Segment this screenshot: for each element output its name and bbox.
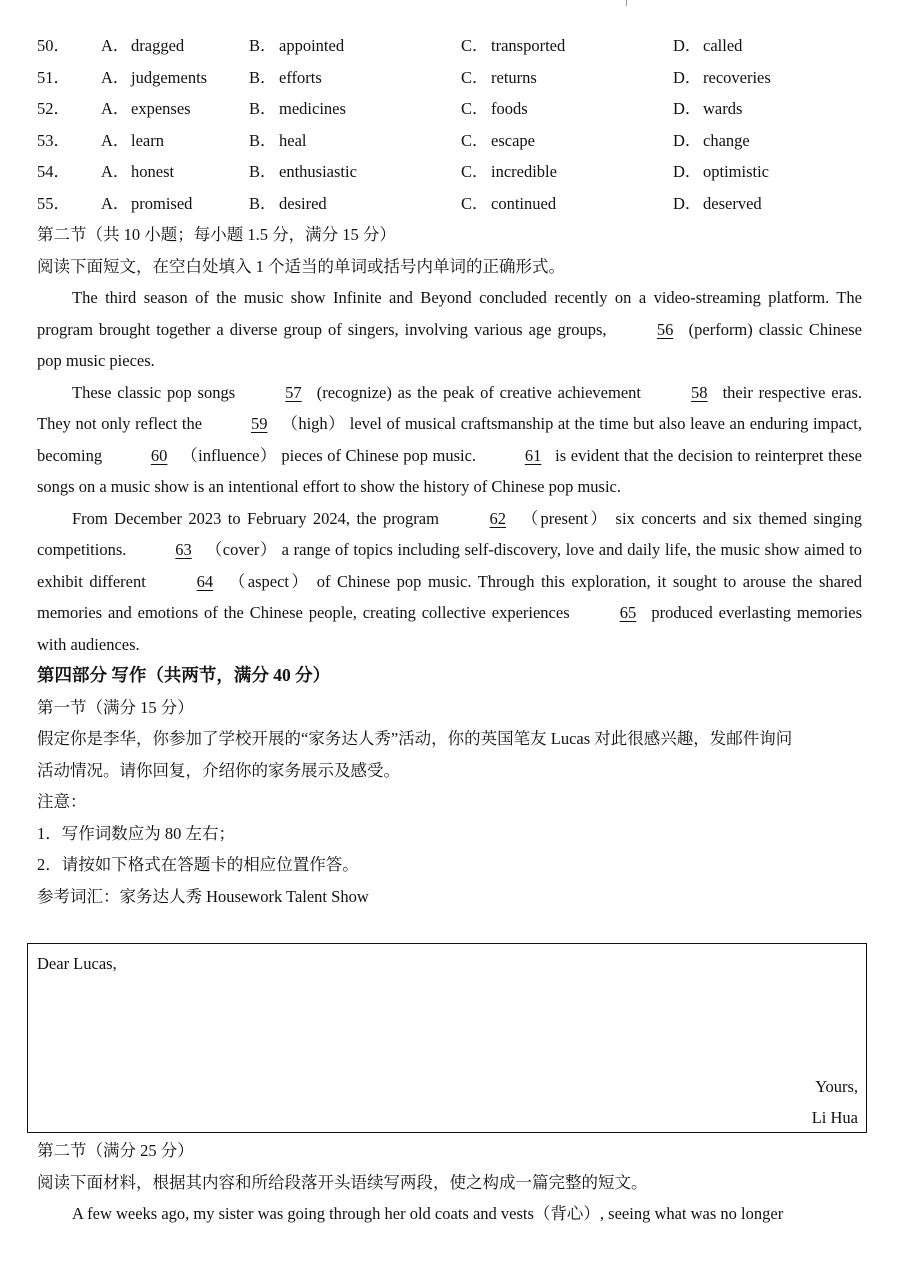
- option-text: continued: [491, 193, 557, 213]
- option-text: heal: [279, 130, 307, 150]
- passage-text: （high） level of musical craftsmanship at the time but also leave an enduring impact, becoming: [37, 414, 863, 465]
- option-letter: B．: [249, 36, 277, 55]
- option-row: [37, 93, 862, 125]
- passage-paragraph-3: [37, 503, 862, 661]
- letter-answer-box[interactable]: [27, 943, 867, 1133]
- option-b[interactable]: [249, 125, 461, 157]
- option-c[interactable]: [461, 30, 673, 62]
- option-text: promised: [131, 193, 193, 213]
- option-text: enthusiastic: [279, 162, 357, 181]
- option-letter: C．: [461, 130, 489, 150]
- option-b[interactable]: [249, 62, 461, 94]
- option-text: foods: [491, 99, 528, 118]
- letter-greeting: Dear Lucas,: [37, 954, 117, 973]
- question-number: 53．: [37, 130, 70, 150]
- option-letter: B．: [249, 99, 277, 118]
- option-row: [37, 188, 862, 220]
- option-text: desired: [279, 193, 327, 213]
- note-item-2: 2．请按如下格式在答题卡的相应位置作答。: [37, 855, 359, 874]
- blank-58[interactable]: 58: [691, 382, 708, 402]
- option-d[interactable]: [673, 30, 862, 62]
- blank-59[interactable]: 59: [250, 414, 268, 433]
- option-letter: A．: [101, 162, 130, 181]
- passage-paragraph-1: [37, 282, 862, 377]
- part4-section1-title: 第一节（满分 15 分）: [37, 697, 194, 717]
- passage-text: （present） six concerts and six themed singing competitions.: [37, 508, 862, 559]
- option-letter: D．: [673, 193, 702, 213]
- blank-60[interactable]: 60: [150, 445, 168, 465]
- option-text: wards: [703, 99, 743, 118]
- option-row: [37, 30, 862, 62]
- option-letter: D．: [673, 99, 702, 118]
- part4-section2-title: 第二节（满分 25 分）: [37, 1141, 194, 1160]
- option-text: optimistic: [703, 162, 769, 181]
- note-item-1: 1．写作词数应为 80 左右；: [37, 823, 235, 843]
- option-letter: D．: [673, 67, 702, 87]
- option-a[interactable]: [37, 30, 249, 62]
- option-text: medicines: [279, 99, 346, 118]
- passage-text: is evident that the decision to reinterpret these songs on a music show is an intentional effort to show the history of Chinese pop music.: [37, 445, 862, 496]
- option-text: efforts: [279, 67, 322, 87]
- option-letter: B．: [249, 162, 277, 181]
- passage-text: (recognize) as the peak of creative achievement: [310, 382, 647, 402]
- option-d[interactable]: [673, 125, 862, 157]
- option-text: called: [703, 36, 743, 55]
- option-letter: B．: [249, 130, 277, 150]
- blank-62[interactable]: 62: [489, 508, 507, 528]
- option-letter: A．: [101, 67, 130, 87]
- option-a[interactable]: [37, 93, 249, 125]
- option-text: judgements: [131, 67, 208, 87]
- option-c[interactable]: [461, 62, 673, 94]
- reference-vocabulary: 参考词汇：家务达人秀 Housework Talent Show: [37, 886, 369, 906]
- option-letter: A．: [101, 193, 130, 213]
- option-text: returns: [491, 67, 537, 87]
- part4-section1-prompt-line1: 假定你是李华，你参加了学校开展的“家务达人秀”活动，你的英国笔友 Lucas 对此很感兴趣，发邮件询问: [37, 729, 793, 748]
- option-letter: A．: [101, 130, 130, 150]
- option-letter: C．: [461, 99, 489, 118]
- blank-57[interactable]: 57: [285, 382, 302, 402]
- option-row: [37, 125, 862, 157]
- option-row: [37, 156, 862, 188]
- part4-section2-prompt: 阅读下面材料，根据其内容和所给段落开头语续写两段，使之构成一篇完整的短文。: [37, 1172, 648, 1192]
- passage-text: their respective eras. They not only reflect the: [37, 382, 862, 433]
- option-letter: B．: [249, 67, 277, 87]
- option-a[interactable]: [37, 188, 249, 220]
- section2-title: 第二节（共 10 小题；每小题 1.5 分，满分 15 分）: [37, 225, 396, 244]
- option-c[interactable]: [461, 156, 673, 188]
- option-letter: C．: [461, 193, 489, 213]
- passage-text: These classic pop songs: [72, 382, 241, 402]
- option-letter: B．: [249, 193, 277, 213]
- option-d[interactable]: [673, 93, 862, 125]
- blank-64[interactable]: 64: [196, 571, 214, 591]
- option-letter: D．: [673, 36, 702, 55]
- option-text: recoveries: [703, 67, 771, 87]
- option-c[interactable]: [461, 125, 673, 157]
- option-letter: C．: [461, 162, 489, 181]
- option-a[interactable]: [37, 62, 249, 94]
- top-tick-mark: [626, 0, 627, 6]
- option-letter: D．: [673, 130, 702, 150]
- option-text: honest: [131, 162, 175, 181]
- section2-instruction: 阅读下面短文，在空白处填入 1 个适当的单词或括号内单词的正确形式。: [37, 256, 565, 276]
- option-c[interactable]: [461, 93, 673, 125]
- passage-text: The third season of the music show Infinite and Beyond concluded recently on a video-streaming platform. The program brought together a diverse group of singers, involving various age groups,: [37, 288, 862, 339]
- option-b[interactable]: [249, 30, 461, 62]
- option-letter: C．: [461, 36, 489, 55]
- letter-signature: Li Hua: [811, 1108, 858, 1127]
- option-b[interactable]: [249, 156, 461, 188]
- part4-section1-prompt-line2: 活动情况。请你回复，介绍你的家务展示及感受。: [37, 760, 400, 780]
- part4-section2: [37, 1135, 862, 1230]
- option-a[interactable]: [37, 156, 249, 188]
- option-text: incredible: [491, 162, 557, 181]
- option-text: expenses: [131, 99, 191, 118]
- option-b[interactable]: [249, 188, 461, 220]
- question-number: 54．: [37, 162, 70, 181]
- options-list: [37, 30, 862, 219]
- question-number: 50．: [37, 36, 70, 55]
- option-text: escape: [491, 130, 535, 150]
- option-d[interactable]: [673, 156, 862, 188]
- option-letter: C．: [461, 67, 489, 87]
- option-text: appointed: [279, 36, 345, 55]
- passage-text: From December 2023 to February 2024, the program: [72, 508, 446, 528]
- option-d[interactable]: [673, 188, 862, 220]
- blank-56[interactable]: 56: [656, 319, 674, 339]
- option-letter: A．: [101, 99, 130, 118]
- passage-text: （influence） pieces of Chinese pop music.: [176, 445, 481, 465]
- passage-text: (perform) classic Chinese pop music pieces.: [37, 319, 862, 370]
- exam-page: [37, 30, 862, 912]
- option-a[interactable]: [37, 125, 249, 157]
- option-row: [37, 62, 862, 94]
- blank-65[interactable]: 65: [619, 603, 637, 622]
- blank-63[interactable]: 63: [175, 540, 192, 559]
- question-number: 55．: [37, 193, 70, 213]
- passage-text: produced everlasting memories with audiences.: [37, 603, 862, 654]
- part4-title: 第四部分 写作（共两节，满分 40 分）: [37, 665, 331, 685]
- option-letter: A．: [101, 36, 130, 55]
- option-text: transported: [491, 36, 566, 55]
- option-letter: D．: [673, 162, 702, 181]
- question-number: 51．: [37, 67, 70, 87]
- option-c[interactable]: [461, 188, 673, 220]
- option-text: dragged: [131, 36, 185, 55]
- option-text: learn: [131, 130, 164, 150]
- passage-text: （cover） a range of topics including self-discovery, love and daily life, the music show aimed to exhibit different: [37, 540, 862, 591]
- option-d[interactable]: [673, 62, 862, 94]
- letter-closing: Yours,: [815, 1077, 858, 1096]
- option-text: change: [703, 130, 750, 150]
- note-heading: 注意：: [37, 792, 87, 811]
- part4-section2-text: A few weeks ago, my sister was going through her old coats and vests（背心）, seeing what was no longer: [72, 1204, 784, 1223]
- blank-61[interactable]: 61: [524, 445, 542, 465]
- option-b[interactable]: [249, 93, 461, 125]
- question-number: 52．: [37, 99, 70, 118]
- option-text: deserved: [703, 193, 762, 213]
- passage-text: （aspect） of Chinese pop music. Through this exploration, it sought to arouse the shared memories and emotions of the Chinese people, creating collective experiences: [37, 571, 863, 622]
- passage-paragraph-2: [37, 377, 862, 503]
